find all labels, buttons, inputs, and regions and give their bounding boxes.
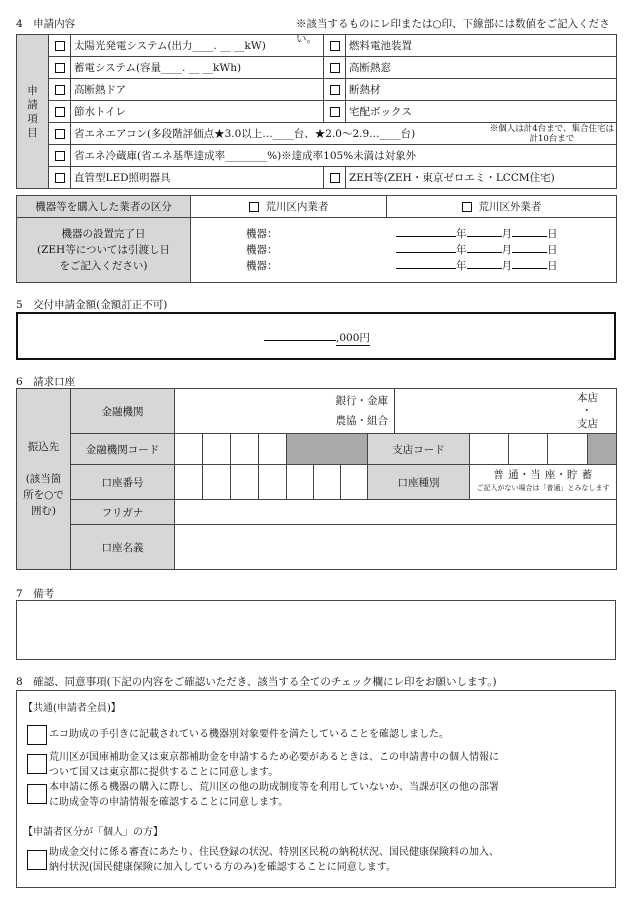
checkbox-storage[interactable] <box>55 63 65 73</box>
bank-name-field[interactable]: 銀行・金庫 農協・組合 <box>175 389 395 434</box>
furigana-label: フリガナ <box>71 500 175 525</box>
amount-box[interactable] <box>16 312 616 360</box>
branch-code-digit-3[interactable] <box>548 434 588 465</box>
furigana-field[interactable] <box>175 500 617 525</box>
checkbox-fuel-cell[interactable] <box>330 41 340 51</box>
install-date-label: 機器の設置完了日 (ZEH等については引渡し日 をご記入ください) <box>17 218 191 283</box>
branch-code-digit-2[interactable] <box>509 434 548 465</box>
branch-name-field[interactable]: 本店 ・ 支店 <box>395 389 617 434</box>
item-delivery-box: 宅配ボックス <box>346 101 617 123</box>
remarks-box[interactable] <box>16 600 616 660</box>
account-digit-2[interactable] <box>203 465 231 500</box>
account-digit-3[interactable] <box>231 465 259 500</box>
vendor-out[interactable]: 荒川区外業者 <box>387 196 617 218</box>
account-digit-5[interactable] <box>287 465 314 500</box>
checkbox-window[interactable] <box>330 63 340 73</box>
checkbox-insulation[interactable] <box>330 85 340 95</box>
account-type-label: 口座種別 <box>368 465 470 500</box>
account-type-field[interactable]: 普 通・当 座・貯 蓄 ご記入がない場合は「普通」とみなします <box>470 465 617 500</box>
checkbox-door[interactable] <box>55 85 65 95</box>
consent-3-text: 本申請に係る機器の購入に際し、荒川区の他の助成制度等を利用していないか、当課が区の他の部署 に助成金等の申請情報を確認することに同意します。 <box>49 782 499 808</box>
bank-code-shaded <box>287 434 368 465</box>
bank-code-label: 金融機関コード <box>71 434 175 465</box>
amount-field[interactable]: ,000円 <box>264 330 370 346</box>
section-8-heading: 8 確認、同意事項(下記の内容をご確認いただき、該当する全てのチェック欄にレ印をお願いします。) <box>16 676 497 688</box>
vertical-label: 申 請 項 目 <box>17 35 49 189</box>
item-led: 直管型LED照明器具 <box>71 167 324 189</box>
item-toilet: 節水トイレ <box>71 101 324 123</box>
account-digit-4[interactable] <box>259 465 287 500</box>
branch-code-digit-1[interactable] <box>470 434 509 465</box>
item-door: 高断熱ドア <box>71 79 324 101</box>
account-holder-label: 口座名義 <box>71 525 175 570</box>
bank-label: 金融機関 <box>71 389 175 434</box>
checkbox-toilet[interactable] <box>55 107 65 117</box>
checkbox-fridge[interactable] <box>55 151 65 161</box>
individual-heading: 【申請者区分が「個人」の方】 <box>23 827 163 838</box>
account-number-label: 口座番号 <box>71 465 175 500</box>
item-aircon: 省エネエアコン(多段階評価点★3.0以上…____台、★2.0〜2.9…____台) ※個人は計4台まで、集合住宅は 計10台まで <box>71 123 617 145</box>
item-solar: 太陽光発電システム(出力____. __ __kW) <box>71 35 324 57</box>
section-7-heading: 7 備考 <box>16 588 55 600</box>
account-digit-7[interactable] <box>341 465 368 500</box>
account-holder-field[interactable] <box>175 525 617 570</box>
consent-2-text: 荒川区が国庫補助金又は東京都補助金を申請するため必要があるときは、この申請書中の個人情報に ついて国又は東京都に提供することに同意します。 <box>49 752 499 778</box>
vendor-in[interactable]: 荒川区内業者 <box>191 196 387 218</box>
checkbox-zeh[interactable] <box>330 173 340 183</box>
checkbox-delivery-box[interactable] <box>330 107 340 117</box>
consent-box <box>16 690 616 888</box>
item-fridge: 省エネ冷蔵庫(省エネ基準達成率________%)※達成率105%未満は対象外 <box>71 145 617 167</box>
vendor-label: 機器等を購入した業者の区分 <box>17 196 191 218</box>
account-digit-6[interactable] <box>314 465 341 500</box>
item-storage: 蓄電システム(容量____. __ __kWh) <box>71 57 324 79</box>
install-date-field[interactable]: 機器： 機器： 機器： 年 月 日 年 月 日 年 月 日 <box>191 218 617 283</box>
item-insulation: 断熱材 <box>346 79 617 101</box>
vendor-table <box>16 195 617 283</box>
branch-code-label: 支店コード <box>368 434 470 465</box>
checkbox-led[interactable] <box>55 173 65 183</box>
common-heading: 【共通(申請者全員)】 <box>23 703 121 714</box>
account-digit-1[interactable] <box>175 465 203 500</box>
section-4-note: ※該当するものにレ印または○印、下線部には数値をご記入ください。 <box>296 18 610 45</box>
consent-4-text: 助成金交付に係る審査にあたり、住民登録の状況、特別区民税の納税状況、国民健康保険料の加入、 納付状況(国民健康保険に加入している方のみ)を確認することに同意します。 <box>49 847 499 873</box>
checkbox-consent-2[interactable] <box>27 754 47 774</box>
consent-1-text: エコ助成の手引きに記載されている機器別対象要件を満たしていることを確認しました。 <box>49 729 449 740</box>
section-5-heading: 5 交付申請金額(金額訂正不可) <box>16 299 168 311</box>
aircon-note: ※個人は計4台まで、集合住宅は 計10台まで <box>489 124 614 144</box>
checkbox-solar[interactable] <box>55 41 65 51</box>
checkbox-consent-3[interactable] <box>27 784 47 804</box>
item-zeh: ZEH等(ZEH・東京ゼロエミ・LCCM住宅) <box>346 167 617 189</box>
bank-account-table <box>16 388 617 570</box>
bank-code-digit-1[interactable] <box>175 434 203 465</box>
checkbox-vendor-in[interactable] <box>249 202 259 212</box>
checkbox-vendor-out[interactable] <box>462 202 472 212</box>
checkbox-consent-4[interactable] <box>27 850 47 870</box>
bank-code-digit-3[interactable] <box>231 434 259 465</box>
checkbox-consent-1[interactable] <box>27 725 47 745</box>
item-fuel-cell: 燃料電池装置 <box>346 35 617 57</box>
bank-code-digit-2[interactable] <box>203 434 231 465</box>
furikomi-label: 振込先 (該当箇 所を○で 囲む) <box>17 389 71 570</box>
checkbox-aircon[interactable] <box>55 129 65 139</box>
item-window: 高断熱窓 <box>346 57 617 79</box>
section-6-heading: 6 請求口座 <box>16 376 76 388</box>
bank-code-digit-4[interactable] <box>259 434 287 465</box>
application-items-table <box>16 34 617 189</box>
branch-code-shaded <box>588 434 617 465</box>
section-4-heading: 4 申請内容 <box>16 18 76 30</box>
